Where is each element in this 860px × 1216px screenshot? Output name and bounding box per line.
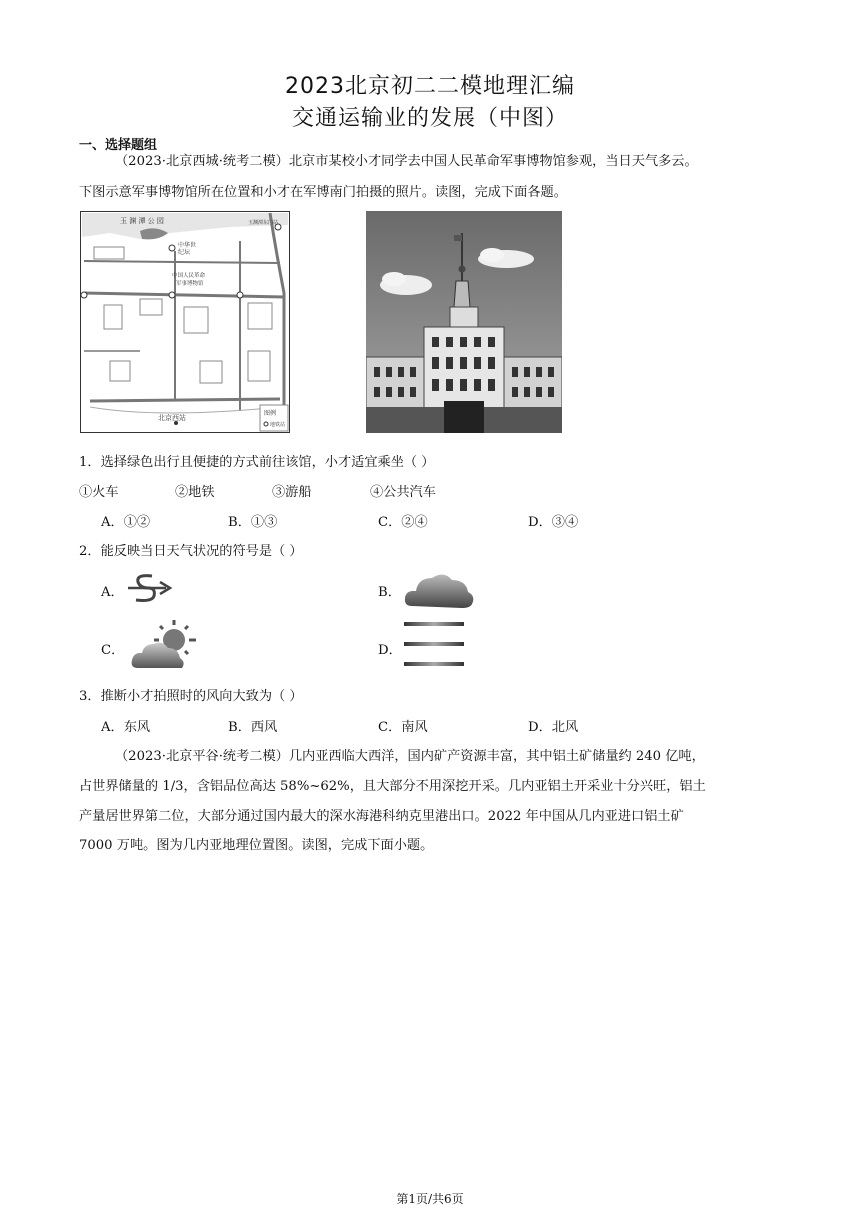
q2-option-d[interactable]: D． — [378, 643, 402, 658]
map-park-label: 玉 渊 潭 公 园 — [120, 217, 164, 225]
doc-title-line1: 2023北京初二二模地理汇编 — [285, 74, 575, 99]
partly-cloudy-icon — [130, 618, 204, 676]
q1-choice-2: ②地铁 — [175, 485, 215, 500]
cloud-icon — [402, 566, 476, 616]
q3-stem: 3．推断小才拍照时的风向大致为（ ） — [79, 689, 303, 704]
q3-option-d[interactable]: D．北风 — [528, 720, 579, 735]
museum-location-map — [80, 211, 290, 437]
section-heading: 一、选择题组 — [79, 138, 158, 153]
q2-option-c[interactable]: C． — [101, 643, 125, 658]
map-museum-label-2: 军事博物馆 — [176, 281, 204, 287]
map-east-gate-label: 玉渊潭东门站 — [248, 220, 279, 226]
q2-option-b[interactable]: B． — [378, 585, 401, 600]
q3-option-c[interactable]: C．南风 — [378, 720, 428, 735]
q1-choice-4: ④公共汽车 — [370, 485, 436, 500]
passage1-line1: （2023·北京西城·统考二模）北京市某校小才同学去中国人民革命军事博物馆参观，当日天气多云。 — [115, 154, 698, 169]
passage1-line2: 下图示意军事博物馆所在位置和小才在军博南门拍摄的照片。读图，完成下面各题。 — [79, 185, 567, 200]
q2-stem: 2．能反映当日天气状况的符号是（ ） — [79, 544, 303, 559]
q1-option-a[interactable]: A．①② — [101, 515, 151, 530]
q3-option-a[interactable]: A．东风 — [101, 720, 151, 735]
q1-option-b[interactable]: B．①③ — [228, 515, 278, 530]
q1-option-d[interactable]: D．③④ — [528, 515, 579, 530]
q3-option-b[interactable]: B．西风 — [228, 720, 278, 735]
passage2-line4: 7000 万吨。图为几内亚地理位置图。读图，完成下面小题。 — [79, 838, 434, 853]
wind-symbol-icon — [124, 570, 174, 610]
map-museum-label-1: 中国人民革命 — [172, 273, 206, 279]
museum-photo — [366, 211, 562, 437]
map-legend-title: 图例 — [264, 410, 277, 417]
q1-option-c[interactable]: C．②④ — [378, 515, 428, 530]
passage2-line1: （2023·北京平谷·统考二模）几内亚西临大西洋，国内矿产资源丰富，其中铝土矿储量约 240 亿吨， — [115, 749, 705, 764]
map-legend-item: 地铁站 — [270, 422, 286, 428]
passage2-line2: 占世界储量的 1/3，含铝品位高达 58%~62%，且大部分不用深挖开采。几内亚铝土开采业十分兴旺，铝土 — [79, 779, 706, 794]
map-tv-label-2: 纪坛 — [178, 249, 191, 256]
passage2-line3: 产量居世界第二位，大部分通过国内最大的深水海港科纳克里港出口。2022 年中国从几内亚进口铝土矿 — [79, 809, 684, 824]
q1-choice-1: ①火车 — [79, 485, 119, 500]
q1-stem: 1．选择绿色出行且便捷的方式前往该馆，小才适宜乘坐（ ） — [79, 455, 435, 470]
map-station-label: 北京西站 — [158, 414, 186, 422]
q1-choice-3: ③游船 — [272, 485, 312, 500]
page-number: 第1页/共6页 — [396, 1192, 464, 1206]
fog-icon — [402, 620, 466, 674]
q2-option-a[interactable]: A． — [101, 585, 124, 600]
map-tv-label-1: 中华世 — [178, 242, 197, 249]
doc-title-line2: 交通运输业的发展（中图） — [291, 106, 568, 131]
